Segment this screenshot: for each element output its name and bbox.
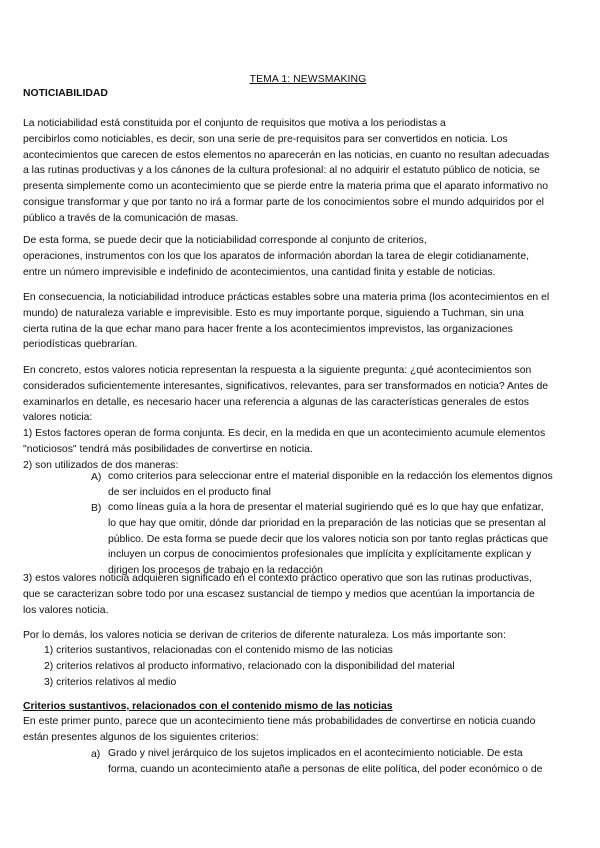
text-line: como criterios para seleccionar entre el material disponible en la redacción los elementos dignos: [108, 471, 553, 482]
text-line: que se caracterizan sobre todo por una escasez sustancial de tiempo y medios que acentúan la importancia de: [23, 588, 535, 600]
text-line: presenta simplemente como un acontecimiento que se pierde entre la materia prima que el aparato informativo no: [23, 181, 549, 193]
text-line: cierta rutina de la que echar mano para hacer frente a los acontecimientos imprevistos, las organizaciones: [23, 323, 513, 335]
text-line: En concreto, estos valores noticia representan la respuesta a la siguiente pregunta: ¿qué acontecimientos son: [23, 365, 532, 376]
text-line: consigue transformar y que por tanto no irá a formar parte de los conocimientos sobre el mundo adquiridos por el: [23, 196, 544, 208]
text-line: En este primer punto, parece que un acontecimiento tiene más probabilidades de convertirse en noticia cuando: [23, 716, 536, 727]
text-line: público a través de la comunicación de masas.: [23, 212, 239, 224]
text-line: público. De esta forma se puede decir que los valores noticia son por tanto reglas prácticas que: [108, 533, 549, 545]
text-line: acontecimientos que carecen de estos elementos no aparecerán en las noticias, en cuanto no resultan adecuadas: [23, 149, 550, 161]
text-line: Grado y nivel jerárquico de los sujetos implicados en el acontecimiento noticiable. De esta: [108, 748, 523, 759]
text-line: De esta forma, se puede decir que la noticiabilidad corresponde al conjunto de criterios,: [23, 235, 427, 246]
text-line: están presentes algunos de los siguientes criterios:: [23, 731, 259, 743]
paragraph-4: [23, 363, 588, 474]
text-line: Por lo demás, los valores noticia se derivan de criterios de diferente naturaleza. Los más importante son:: [23, 630, 506, 641]
text-line: En consecuencia, la noticiabilidad introduce prácticas estables sobre una materia prima (los acontecimientos en el: [23, 292, 550, 303]
text-line: forma, cuando un acontecimiento atañe a personas de elite política, del poder económico o de: [108, 763, 543, 775]
text-line: "noticiosos" tendrá más posibilidades de convertirse en noticia.: [23, 443, 313, 455]
document-title: TEMA 1: NEWSMAKING: [249, 74, 367, 85]
list-item: 1) criterios sustantivos, relacionadas con el contenido mismo de las noticias: [44, 645, 393, 656]
text-line: lo que hay que omitir, dónde dar prioridad en la preparación de las noticias que se presentan al: [108, 517, 546, 529]
paragraph-1: [23, 116, 588, 227]
criteria-list: [44, 643, 455, 690]
paragraph-5: [23, 571, 588, 618]
text-line: considerados suficientemente interesantes, significativos, relevantes, para ser transformados en noticia? Antes de: [23, 380, 549, 392]
text-line: dirigen los procesos de trabajo en la redacción: [108, 565, 323, 577]
text-line: 1) Estos factores operan de forma conjunta. Es decir, en la medida en que un acontecimiento acumule elementos: [23, 428, 546, 440]
text-line: examinarlos en detalle, es necesario hacer una referencia a algunas de las características generales de estos: [23, 396, 529, 408]
list-marker-b: B): [91, 503, 102, 514]
text-line: percibirlos como noticiables, es decir, son una serie de pre-requisitos para ser convertidos en noticia. Los: [23, 133, 508, 145]
text-line: los valores noticia.: [23, 604, 109, 616]
list-item-a: [108, 469, 553, 501]
section-title-criterios-sustantivos: Criterios sustantivos, relacionados con el contenido mismo de las noticias: [23, 701, 393, 712]
text-line: valores noticia:: [23, 412, 93, 424]
paragraph-7: [23, 714, 588, 746]
text-line: como líneas guía a la hora de presentar el material sugiriendo qué es lo que hay que enfatizar,: [108, 502, 544, 513]
list-item-b: [108, 500, 548, 579]
paragraph-2: [23, 233, 588, 280]
text-line: entre un número imprevisible e indefinido de acontecimientos, una cantidad finita y estable de noticias.: [23, 266, 496, 278]
list-item: 2) criterios relativos al producto informativo, relacionado con la disponibilidad del material: [44, 660, 455, 672]
text-line: periodísticas quebrarían.: [23, 339, 138, 351]
text-line: La noticiabilidad está constituida por el conjunto de requisitos que motiva a los periodistas a: [23, 118, 446, 129]
list-item: 3) criterios relativos al medio: [44, 676, 177, 688]
paragraph-3: [23, 290, 588, 353]
text-line: 2) son utilizados de dos maneras:: [23, 459, 179, 471]
text-line: operaciones, instrumentos con los que los aparatos de información abordan la tarea de elegir cotidianamente,: [23, 250, 529, 262]
list-marker-sub-a: a): [91, 749, 101, 760]
text-line: de ser incluidos en el producto final: [108, 486, 271, 498]
text-line: mundo) de naturaleza variable e imprevisible. Esto es muy importante porque, siguiendo a Tuchman, sin una: [23, 307, 524, 319]
text-line: 3) estos valores noticia adquieren significado en el contexto práctico operativo que son las rutinas productivas,: [23, 573, 532, 584]
list-marker-a: A): [91, 472, 102, 483]
paragraph-6: [23, 628, 588, 644]
text-line: incluyen un corpus de conocimientos profesionales que implícita y explícitamente explican y: [108, 549, 532, 561]
list-item-sub-a: [108, 746, 542, 778]
section-heading-noticiabilidad: NOTICIABILIDAD: [23, 88, 108, 99]
text-line: a las rutinas productivas y a los cánones de la cultura profesional: al no adquirir el estatuto público de noticia, se: [23, 165, 540, 177]
